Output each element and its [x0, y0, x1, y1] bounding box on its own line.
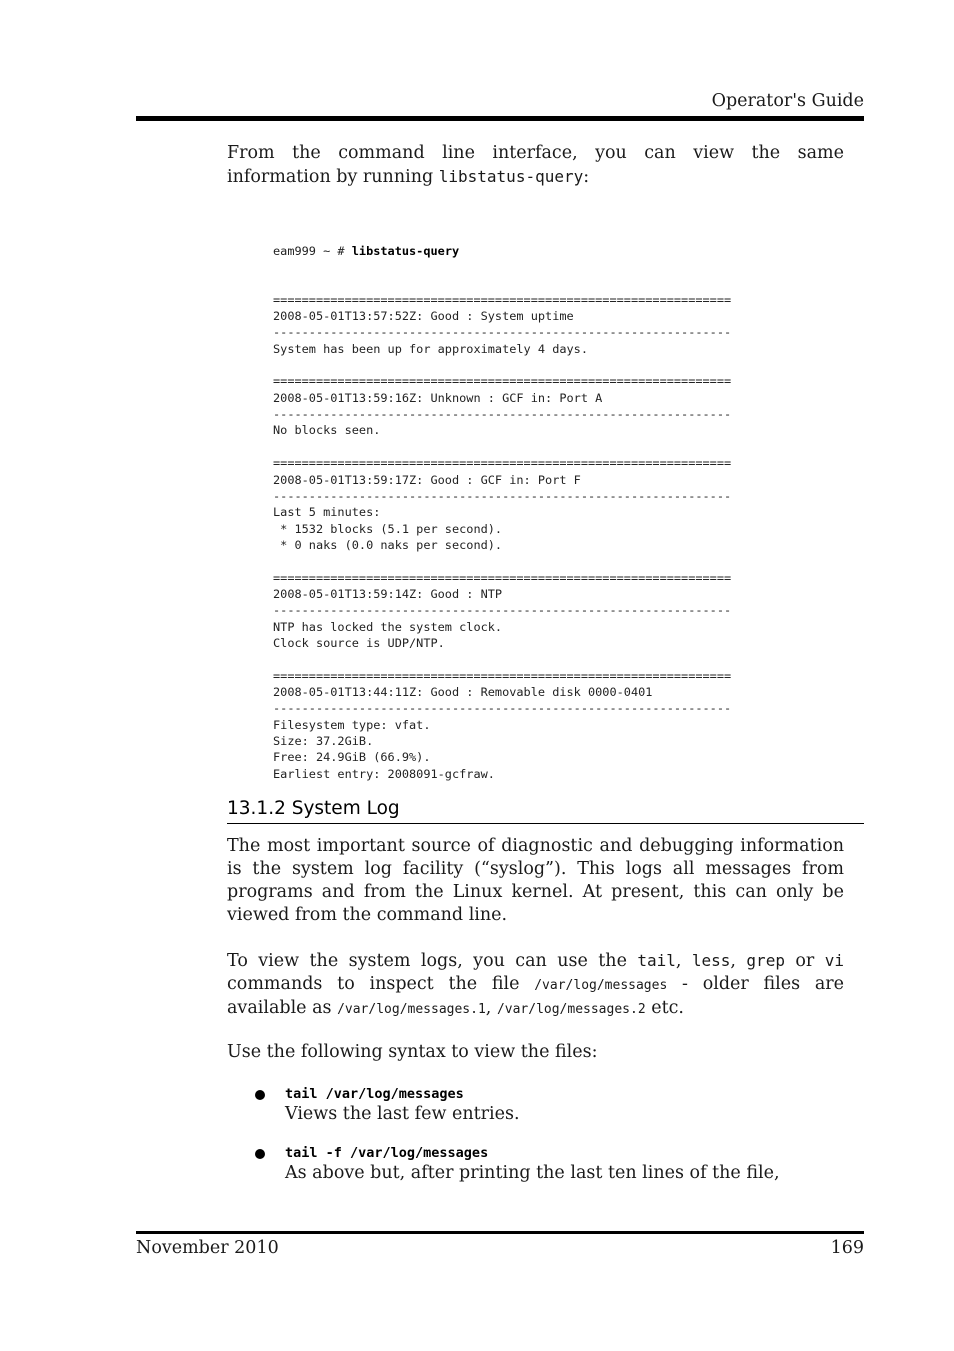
cmd-tail: tail — [637, 951, 676, 970]
terminal-line: Last 5 minutes: — [273, 505, 381, 520]
terminal-output — [273, 210, 833, 798]
terminal-line: * 1532 blocks (5.1 per second). — [273, 521, 503, 536]
terminal-line — [273, 439, 833, 455]
p2-text-1: To view the system logs, you can use the — [227, 951, 638, 971]
path-messages-1: /var/log/messages.1 — [337, 1002, 486, 1017]
p2-text-4: etc. — [645, 998, 684, 1018]
terminal-line: 2008-05-01T13:57:52Z: Good : System uptime — [273, 309, 574, 324]
terminal-line: Free: 24.9GiB (66.9%). — [273, 750, 431, 765]
terminal-line: 2008-05-01T13:59:17Z: Good : GCF in: Port F — [273, 472, 581, 487]
list-item-description: Views the last few entries. — [285, 1104, 520, 1124]
bullet-icon — [255, 1090, 265, 1100]
terminal-line: ---------------------------------------------------------------- — [273, 603, 732, 618]
terminal-line: 2008-05-01T13:59:16Z: Unknown : GCF in: Port A — [273, 390, 603, 405]
p2-text-3: - older files are available as — [227, 974, 845, 1018]
intro-paragraph — [227, 142, 844, 189]
terminal-line: ---------------------------------------------------------------- — [273, 488, 732, 503]
list-item-command: tail -f /var/log/messages — [285, 1145, 489, 1161]
running-header: Operator's Guide — [711, 91, 864, 111]
terminal-prompt: eam999 ~ # — [273, 243, 352, 258]
cmd-grep: grep — [746, 951, 785, 970]
list-item — [255, 1144, 844, 1185]
terminal-command: libstatus-query — [351, 243, 460, 258]
terminal-line: System has been up for approximately 4 days. — [273, 341, 588, 356]
terminal-line: ================================================================ — [273, 570, 732, 585]
intro-colon: : — [583, 167, 590, 187]
bullet-icon — [255, 1149, 265, 1159]
terminal-line: * 0 naks (0.0 naks per second). — [273, 537, 503, 552]
terminal-line: 2008-05-01T13:59:14Z: Good : NTP — [273, 586, 503, 601]
terminal-line — [273, 357, 833, 373]
footer-date: November 2010 — [136, 1238, 279, 1258]
terminal-line — [273, 651, 833, 667]
terminal-line: ---------------------------------------------------------------- — [273, 325, 732, 340]
section-heading: 13.1.2 System Log — [227, 797, 864, 824]
terminal-line: Filesystem type: vfat. — [273, 717, 431, 732]
page-number: 169 — [830, 1238, 864, 1258]
terminal-line: Clock source is UDP/NTP. — [273, 635, 445, 650]
terminal-prompt-line — [273, 243, 833, 259]
terminal-line: ---------------------------------------------------------------- — [273, 407, 732, 422]
syslog-text-3: Use the following syntax to view the files: — [227, 1042, 598, 1062]
syslog-text-1: The most important source of diagnostic and debugging information is the system log facility (“syslog”). This logs all messages from programs and from the Linux kernel. At present, this can only be viewed from the command line. — [227, 836, 844, 925]
command-list — [255, 1085, 844, 1203]
syslog-paragraph-2 — [227, 949, 844, 1021]
terminal-line: ================================================================ — [273, 456, 732, 471]
terminal-line: ================================================================ — [273, 374, 732, 389]
terminal-line: 2008-05-01T13:44:11Z: Good : Removable disk 0000-0401 — [273, 684, 653, 699]
intro-text: From the command line interface, you can view the same information by running — [227, 143, 844, 187]
p2-sep-4: , — [485, 998, 497, 1018]
cmd-vi: vi — [824, 951, 844, 970]
p2-sep-2: , — [730, 951, 747, 971]
terminal-lines — [273, 292, 833, 782]
terminal-line: ---------------------------------------------------------------- — [273, 701, 732, 716]
syslog-paragraph-1 — [227, 835, 844, 927]
terminal-line: ================================================================ — [273, 292, 732, 307]
p2-sep-1: , — [675, 951, 692, 971]
list-item-description: As above but, after printing the last ten lines of the file, — [285, 1163, 780, 1183]
syslog-paragraph-3 — [227, 1041, 844, 1064]
footer-rule — [136, 1231, 864, 1234]
path-messages: /var/log/messages — [534, 978, 668, 993]
p2-text-2: commands to inspect the file — [227, 974, 535, 994]
p2-sep-3: or — [784, 951, 825, 971]
list-item-command: tail /var/log/messages — [285, 1086, 464, 1102]
terminal-line: No blocks seen. — [273, 423, 381, 438]
terminal-line: NTP has locked the system clock. — [273, 619, 503, 634]
terminal-line: ================================================================ — [273, 668, 732, 683]
path-messages-2: /var/log/messages.2 — [496, 1002, 646, 1017]
terminal-line: Size: 37.2GiB. — [273, 734, 374, 748]
terminal-line: Earliest entry: 2008091-gcfraw. — [273, 766, 495, 781]
terminal-line — [273, 553, 833, 569]
cmd-less: less — [691, 951, 731, 970]
inline-command: libstatus-query — [438, 167, 584, 186]
list-item — [255, 1085, 844, 1126]
header-rule — [136, 116, 864, 121]
